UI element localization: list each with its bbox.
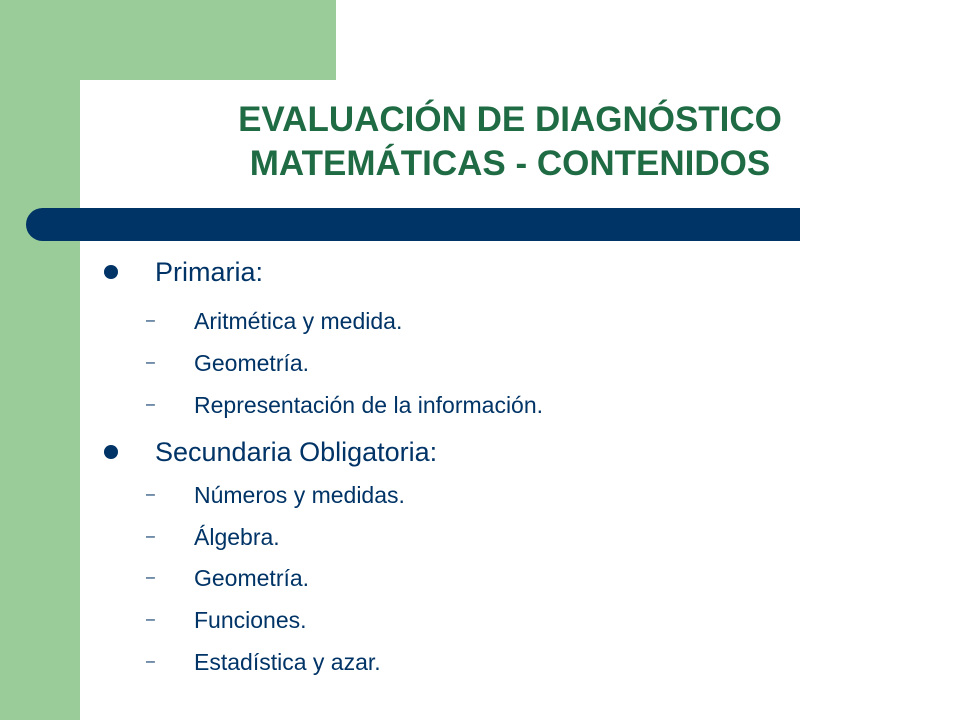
- subitem-secundaria-2: [146, 523, 280, 551]
- dash-icon: –: [146, 569, 155, 586]
- subitem-primaria-3: [146, 391, 544, 419]
- subitem-label: Geometría.: [194, 565, 310, 591]
- dash-icon: –: [146, 486, 155, 503]
- subitem-secundaria-3: [146, 564, 310, 592]
- bullet-label: Secundaria Obligatoria:: [155, 437, 438, 467]
- subitem-label: Geometría.: [194, 350, 310, 376]
- dash-icon: –: [146, 354, 155, 371]
- dash-icon: –: [146, 611, 155, 628]
- slide-title-line-1: EVALUACIÓN DE DIAGNÓSTICO: [238, 100, 782, 139]
- bullet-icon: [104, 445, 118, 459]
- subitem-label: Aritmética y medida.: [194, 308, 403, 334]
- subitem-primaria-2: [146, 349, 310, 377]
- dash-icon: –: [146, 312, 155, 329]
- bullet-primaria: [155, 256, 263, 288]
- bullet-secundaria: [155, 436, 437, 468]
- slide-title-line-2: MATEMÁTICAS - CONTENIDOS: [249, 144, 771, 183]
- subitem-secundaria-1: [146, 481, 405, 509]
- subitem-label: Estadística y azar.: [194, 649, 381, 675]
- subitem-label: Representación de la información.: [194, 392, 544, 418]
- subitem-primaria-1: [146, 307, 403, 335]
- dash-icon: –: [146, 396, 155, 413]
- subitem-label: Números y medidas.: [194, 482, 405, 508]
- dash-icon: –: [146, 528, 155, 545]
- subitem-secundaria-4: [146, 606, 307, 634]
- bullet-label: Primaria:: [155, 257, 264, 287]
- subitem-label: Funciones.: [194, 607, 307, 633]
- bullet-icon: [104, 265, 118, 279]
- dash-icon: –: [146, 653, 155, 670]
- subitem-label: Álgebra.: [194, 524, 280, 550]
- subitem-secundaria-5: [146, 648, 381, 676]
